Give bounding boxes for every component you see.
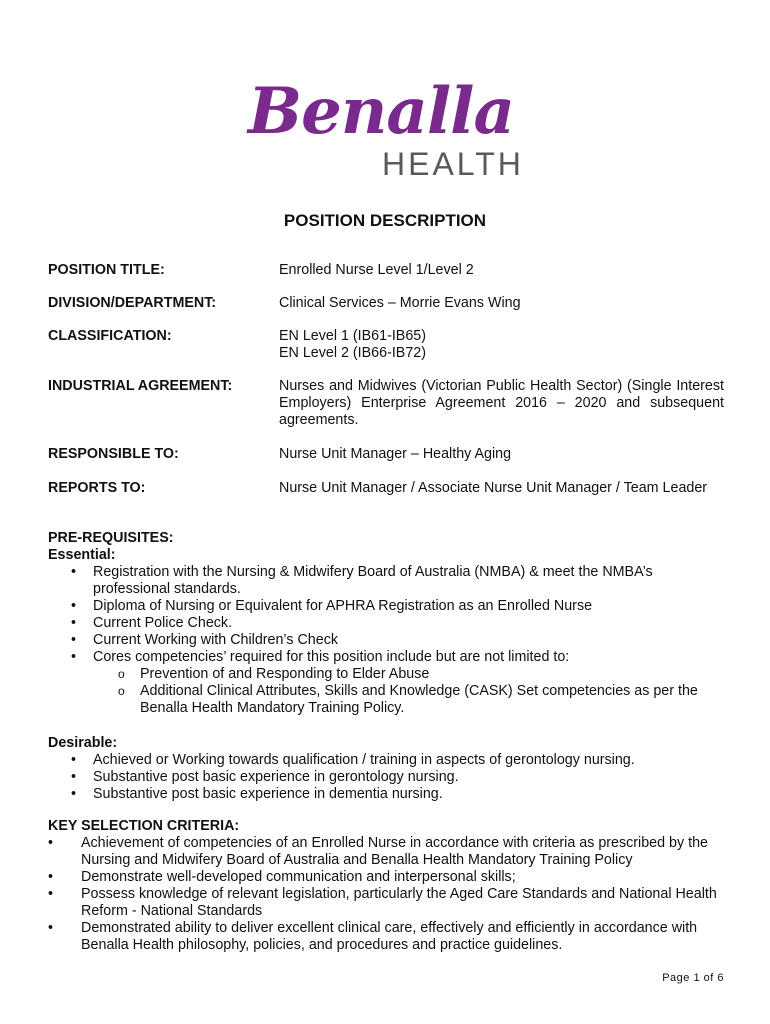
list-item: • Current Police Check. — [48, 615, 728, 632]
criteria-list — [48, 835, 728, 954]
list-item: • Demonstrated ability to deliver excellent clinical care, effectively and efficiently in accordance with Benalla Health philosophy, policies, and procedures and practice guidelines. — [48, 920, 728, 954]
field-label: POSITION TITLE: — [48, 262, 165, 278]
page-number: Page 1 of 6 — [662, 972, 724, 984]
section-heading: PRE-REQUISITES: — [48, 530, 174, 546]
list-item: • Substantive post basic experience in gerontology nursing. — [48, 769, 728, 786]
list-item: • Achieved or Working towards qualification / training in aspects of gerontology nursing. — [48, 752, 728, 769]
field-value: Enrolled Nurse Level 1/Level 2 — [279, 262, 474, 278]
field-value: Nurse Unit Manager – Healthy Aging — [279, 446, 512, 462]
field-label: DIVISION/DEPARTMENT: — [48, 295, 217, 311]
list-item: • Registration with the Nursing & Midwifery Board of Australia (NMBA) & meet the NMBA’s professional standards. — [48, 564, 728, 598]
list-item: • Current Working with Children’s Check — [48, 632, 728, 649]
competencies-list — [48, 666, 728, 717]
essential-list — [48, 564, 728, 666]
list-item: • Possess knowledge of relevant legislation, particularly the Aged Care Standards and National Health Reform - National Standards — [48, 886, 728, 920]
field-label: REPORTS TO: — [48, 480, 146, 496]
list-item: • Demonstrate well-developed communication and interpersonal skills; — [48, 869, 728, 886]
list-item: • Diploma of Nursing or Equivalent for APHRA Registration as an Enrolled Nurse — [48, 598, 728, 615]
desirable-section — [48, 735, 728, 803]
subsection-heading: Essential: — [48, 547, 116, 563]
field-value: Nurse Unit Manager / Associate Nurse Unit Manager / Team Leader — [279, 480, 708, 496]
field-label: CLASSIFICATION: — [48, 328, 172, 344]
key-selection-criteria-section — [48, 818, 728, 954]
list-item: • Substantive post basic experience in dementia nursing. — [48, 786, 728, 803]
logo-sub-text: HEALTH — [382, 146, 524, 182]
section-heading: KEY SELECTION CRITERIA: — [48, 818, 240, 834]
desirable-list — [48, 752, 728, 803]
page-title: POSITION DESCRIPTION — [283, 211, 487, 230]
field-value: Clinical Services – Morrie Evans Wing — [279, 295, 521, 311]
field-value: Nurses and Midwives (Victorian Public Health Sector) (Single Interest Employers) Enterprise Agreement 2016 – 2020 and subsequent agreements. — [279, 378, 724, 428]
logo-brand-text: Benalla — [248, 74, 514, 149]
field-value: EN Level 1 (IB61-IB65) EN Level 2 (IB66-IB72) — [279, 328, 427, 361]
list-item: • Cores competencies’ required for this position include but are not limited to: — [48, 649, 728, 666]
list-item: o Prevention of and Responding to Elder Abuse — [48, 666, 728, 683]
field-label: INDUSTRIAL AGREEMENT: — [48, 378, 233, 394]
list-item: • Achievement of competencies of an Enrolled Nurse in accordance with criteria as prescribed by the Nursing and Midwifery Board of Australia and Benalla Health Mandatory Training Policy — [48, 835, 728, 869]
prerequisites-section — [48, 530, 728, 717]
benalla-health-logo — [248, 72, 538, 187]
subsection-heading: Desirable: — [48, 735, 118, 751]
field-label: RESPONSIBLE TO: — [48, 446, 179, 462]
list-item: o Additional Clinical Attributes, Skills and Knowledge (CASK) Set competencies as per the Benalla Health Mandatory Training Policy. — [48, 683, 728, 717]
